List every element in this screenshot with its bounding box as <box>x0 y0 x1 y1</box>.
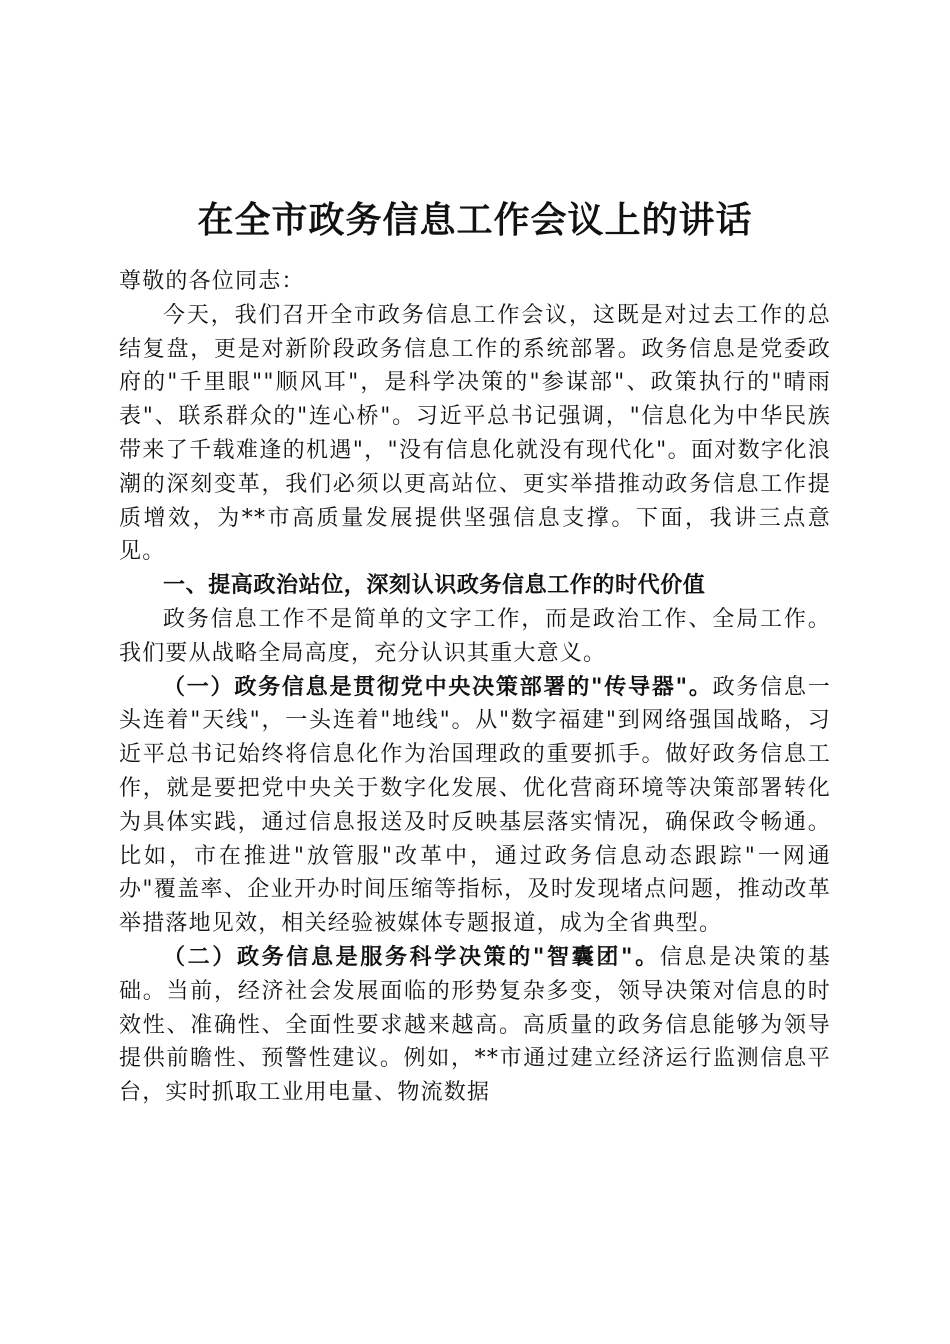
section-lead-paragraph: 政务信息工作不是简单的文字工作，而是政治工作、全局工作。我们要从战略全局高度，充分认识其重大意义。 <box>119 606 831 666</box>
point-one-text: 政务信息一头连着"天线"，一头连着"地线"。从"数字福建"到网络强国战略，习近平总书记始终将信息化作为治国理政的重要抓手。做好政务信息工作，就是要把党中央关于数字化发展、优化营商环境等决策部署转化为具体实践，通过信息报送及时反映基层落实情况，确保政令畅通。比如，市在推进"放管服"改革中，通过政务信息动态跟踪"一网通办"覆盖率、企业开办时间压缩等指标，及时发现堵点问题，推动改革举措落地见效，相关经验被媒体专题报道，成为全省典型。 <box>119 674 831 937</box>
document-title: 在全市政务信息工作会议上的讲话 <box>197 199 753 241</box>
section-heading: 一、提高政治站位，深刻认识政务信息工作的时代价值 <box>163 573 706 599</box>
point-two-paragraph <box>119 941 831 1110</box>
intro-paragraph: 今天，我们召开全市政务信息工作会议，这既是对过去工作的总结复盘，更是对新阶段政务信息工作的系统部署。政务信息是党委政府的"千里眼""顺风耳"，是科学决策的"参谋部"、政策执行的"晴雨表"、联系群众的"连心桥"。习近平总书记强调，"信息化为中华民族带来了千载难逢的机遇"，"没有信息化就没有现代化"。面对数字化浪潮的深刻变革，我们必须以更高站位、更实举措推动政务信息工作提质增效，为**市高质量发展提供坚强信息支撑。下面，我讲三点意见。 <box>119 302 831 565</box>
point-one-paragraph <box>119 671 831 941</box>
salutation: 尊敬的各位同志： <box>119 269 305 294</box>
point-two-text: 信息是决策的基础。当前，经济社会发展面临的形势复杂多变，领导决策对信息的时效性、准确性、全面性要求越来越高。高质量的政务信息能够为领导提供前瞻性、预警性建议。例如，**市通过建立经济运行监测信息平台，实时抓取工业用电量、物流数据 <box>119 944 831 1106</box>
document-body <box>119 265 831 1110</box>
point-two-label: （二）政务信息是服务科学决策的"智囊团"。 <box>163 943 660 970</box>
point-one-label: （一）政务信息是贯彻党中央决策部署的"传导器"。 <box>163 673 713 700</box>
